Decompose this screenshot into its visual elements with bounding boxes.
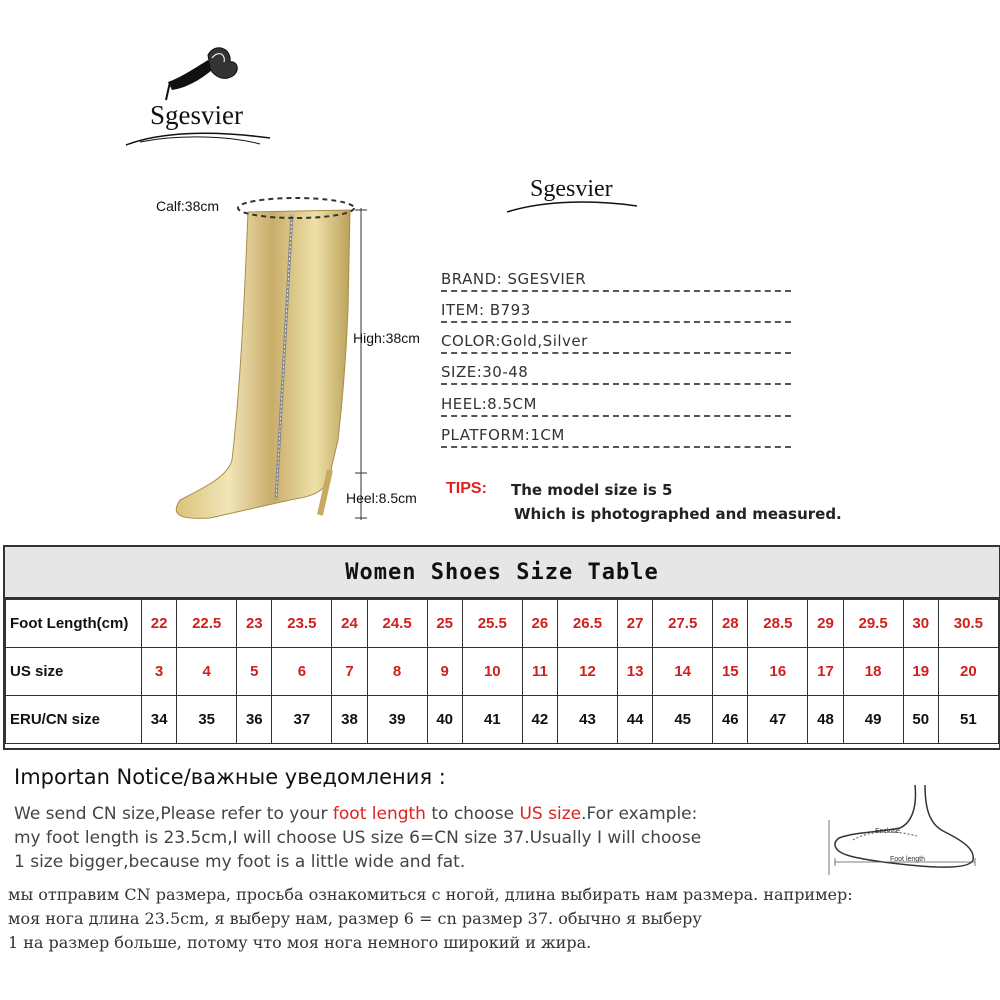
size-cell: 30 <box>903 600 938 648</box>
size-cell: 51 <box>938 696 998 744</box>
foot-diagram <box>825 780 985 875</box>
size-cell: 23 <box>237 600 272 648</box>
size-cell: 42 <box>522 696 557 744</box>
size-cell: 48 <box>808 696 843 744</box>
size-cell: 29 <box>808 600 843 648</box>
height-dimension-line <box>355 208 367 520</box>
tips-line-1: The model size is 5 <box>511 481 673 499</box>
size-cell: 3 <box>142 648 177 696</box>
notice-en-line-2: my foot length is 23.5cm,I will choose US size 6=CN size 37.Usually I will choose <box>14 828 702 848</box>
spec-platform: PLATFORM:1CM <box>441 426 791 448</box>
notice-ru-line-3: 1 на размер больше, потому что моя нога немного широкий и жира. <box>8 933 592 952</box>
spec-color: COLOR:Gold,Silver <box>441 332 791 354</box>
size-cell: 23.5 <box>272 600 332 648</box>
notice-en-line-1 <box>14 804 697 824</box>
spec-brand: BRAND: SGESVIER <box>441 270 791 292</box>
size-cell: 7 <box>332 648 367 696</box>
size-row-label: ERU/CN size <box>6 696 142 744</box>
size-cell: 22.5 <box>177 600 237 648</box>
size-cell: 45 <box>653 696 713 744</box>
size-cell: 36 <box>237 696 272 744</box>
size-table <box>3 545 1000 750</box>
brand-logo-text-2: Sgesvier <box>530 176 613 202</box>
size-cell: 16 <box>748 648 808 696</box>
notice-text: .For example: <box>581 804 698 824</box>
size-cell: 24.5 <box>367 600 427 648</box>
foot-length-label: Foot length <box>890 856 926 863</box>
size-cell: 35 <box>177 696 237 744</box>
spec-item: ITEM: B793 <box>441 301 791 323</box>
size-cell: 26 <box>522 600 557 648</box>
size-cell: 29.5 <box>843 600 903 648</box>
size-cell: 20 <box>938 648 998 696</box>
size-table-header <box>5 547 999 599</box>
high-measurement: High:38cm <box>353 330 420 346</box>
size-cell: 28.5 <box>748 600 808 648</box>
size-cell: 22 <box>142 600 177 648</box>
size-cell: 8 <box>367 648 427 696</box>
size-cell: 11 <box>522 648 557 696</box>
notice-highlight-us-size: US size <box>519 804 582 824</box>
size-table-title: Women Shoes Size Table <box>345 559 659 585</box>
size-table-row <box>6 600 999 648</box>
size-cell: 17 <box>808 648 843 696</box>
brand-logo-top <box>120 40 280 160</box>
size-cell: 14 <box>653 648 713 696</box>
size-table-row <box>6 696 999 744</box>
size-cell: 19 <box>903 648 938 696</box>
size-cell: 37 <box>272 696 332 744</box>
size-cell: 27.5 <box>653 600 713 648</box>
spec-size: SIZE:30-48 <box>441 363 791 385</box>
size-cell: 47 <box>748 696 808 744</box>
notice-text: to choose <box>425 804 520 824</box>
size-cell: 13 <box>618 648 653 696</box>
size-cell: 26.5 <box>557 600 617 648</box>
size-cell: 9 <box>427 648 462 696</box>
size-cell: 12 <box>557 648 617 696</box>
size-cell: 10 <box>462 648 522 696</box>
tips-label: TIPS: <box>446 480 487 497</box>
size-cell: 4 <box>177 648 237 696</box>
notice-ru-line-1: мы отправим CN размера, просьба ознакомиться с ногой, длина выбирать нам размера. например: <box>8 885 853 904</box>
calf-measurement: Calf:38cm <box>156 198 220 214</box>
logo-swoosh <box>505 170 640 220</box>
brand-logo-text: Sgesvier <box>150 100 243 130</box>
size-cell: 39 <box>367 696 427 744</box>
size-cell: 50 <box>903 696 938 744</box>
size-cell: 24 <box>332 600 367 648</box>
spec-heel: HEEL:8.5CM <box>441 395 791 417</box>
size-cell: 40 <box>427 696 462 744</box>
size-table-grid <box>5 599 999 744</box>
size-cell: 27 <box>618 600 653 648</box>
size-cell: 5 <box>237 648 272 696</box>
boot-illustration <box>170 190 370 530</box>
size-cell: 28 <box>713 600 748 648</box>
notice-title: Importan Notice/важные уведомления : <box>14 765 446 789</box>
notice-ru-line-2: моя нога длина 23.5cm, я выберу нам, размер 6 = cn размер 37. обычно я выберу <box>8 909 702 928</box>
size-row-label: US size <box>6 648 142 696</box>
size-cell: 25.5 <box>462 600 522 648</box>
size-cell: 25 <box>427 600 462 648</box>
enclose-label: Enclose <box>875 828 900 835</box>
size-cell: 41 <box>462 696 522 744</box>
size-cell: 44 <box>618 696 653 744</box>
heel-measurement: Heel:8.5cm <box>346 490 417 506</box>
size-cell: 6 <box>272 648 332 696</box>
brand-logo-mid <box>505 170 640 220</box>
size-table-row <box>6 648 999 696</box>
size-row-label: Foot Length(cm) <box>6 600 142 648</box>
notice-highlight-foot-length: foot length <box>332 804 426 824</box>
notice-en-line-3: 1 size bigger,because my foot is a little wide and fat. <box>14 852 466 872</box>
size-cell: 30.5 <box>938 600 998 648</box>
tips-line-2: Which is photographed and measured. <box>514 505 842 523</box>
size-cell: 15 <box>713 648 748 696</box>
size-cell: 43 <box>557 696 617 744</box>
size-cell: 34 <box>142 696 177 744</box>
size-cell: 49 <box>843 696 903 744</box>
notice-text: We send CN size,Please refer to your <box>14 804 333 824</box>
size-cell: 38 <box>332 696 367 744</box>
boot-image <box>170 190 370 530</box>
size-cell: 46 <box>713 696 748 744</box>
size-cell: 18 <box>843 648 903 696</box>
